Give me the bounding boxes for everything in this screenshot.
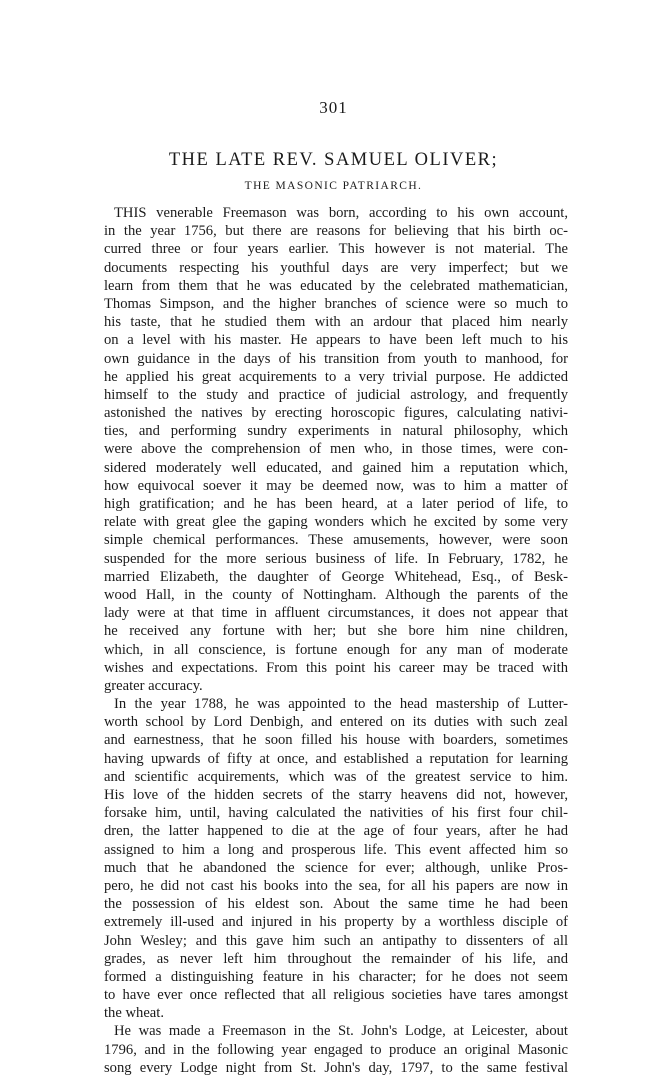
text-line: married Elizabeth, the daughter of George Whitehead, Esq., of Besk- — [104, 568, 568, 585]
text-line: which, in all conscience, is fortune enough for any man of moderate — [104, 641, 568, 658]
text-line: learn from them that he was educated by the celebrated mathematician, — [104, 277, 568, 294]
text-line: formed a distinguishing feature in his character; for he does not seem — [104, 968, 568, 985]
text-line: and earnestness, that he soon filled his house with boarders, sometimes — [104, 732, 568, 749]
text-line: forsake him, until, having calculated the nativities of his first four chil- — [104, 805, 568, 822]
text-line: He was made a Freemason in the St. John's Lodge, at Leicester, about — [114, 1023, 568, 1040]
text-line: his taste, that he studied them with an ardour that placed him nearly — [104, 314, 568, 331]
text-line: sidered moderately well educated, and gained him a reputation which, — [104, 459, 568, 476]
text-line: how equivocal soever it may be deemed now, was to him a matter of — [104, 477, 568, 494]
text-line: on a level with his master. He appears to have been left much to his — [104, 332, 568, 349]
text-line: himself to the study and practice of judicial astrology, and frequently — [104, 386, 568, 403]
text-line: John Wesley; and this gave him such an antipathy to dissenters of all — [104, 932, 568, 949]
text-line: the wheat. — [104, 1005, 164, 1022]
text-line: ties, and performing sundry experiments in natural philosophy, which — [104, 423, 568, 440]
text-line: 1796, and in the following year engaged to produce an original Masonic — [104, 1041, 568, 1058]
text-line: own guidance in the days of his transition from youth to manhood, for — [104, 350, 568, 367]
text-line: relate with great glee the gaping wonders which he excited by some very — [104, 514, 568, 531]
text-line: simple chemical performances. These amusements, however, were soon — [104, 532, 568, 549]
text-line: having upwards of fifty at once, and established a reputation for learning — [104, 750, 568, 767]
text-line: suspended for the more serious business of life. In February, 1782, he — [104, 550, 568, 567]
text-line: THIS venerable Freemason was born, according to his own account, — [114, 205, 568, 221]
text-line: the possession of his eldest son. About the same time he had been — [104, 896, 568, 913]
text-line: His love of the hidden secrets of the starry heavens did not, however, — [104, 787, 568, 803]
text-line: astonished the natives by erecting horoscopic figures, calculating nativi- — [104, 405, 568, 422]
text-line: greater accuracy. — [104, 677, 203, 694]
text-line: lady were at that time in affluent circumstances, it does not appear that — [104, 605, 568, 622]
text-line: in the year 1756, but there are reasons for believing that his birth oc- — [104, 223, 568, 240]
text-line: grades, as never left him throughout the remainder of his life, and — [104, 950, 568, 967]
text-line: worth school by Lord Denbigh, and entered on its duties with such zeal — [104, 714, 568, 731]
text-line: were above the comprehension of men who, in those times, were con- — [104, 441, 568, 458]
text-line: he received any fortune with her; but she bore him nine children, — [104, 623, 568, 640]
article-body — [104, 204, 568, 1077]
page-number: 301 — [319, 98, 348, 117]
text-line: high gratification; and he has been heard, at a later period of life, to — [104, 496, 568, 512]
text-line: wishes and expectations. From this point his career may be traced with — [104, 659, 568, 676]
text-line: curred three or four years earlier. This however is not material. The — [104, 241, 568, 258]
text-line: he applied his great acquirements to a very trivial purpose. He addicted — [104, 368, 568, 385]
text-line: song every Lodge night from St. John's day, 1797, to the same festival — [104, 1059, 568, 1076]
text-line: and scientific acquirements, which was of the greatest service to him. — [104, 768, 568, 785]
text-line: wood Hall, in the county of Nottingham. Although the parents of the — [104, 586, 568, 603]
text-line: In the year 1788, he was appointed to the head mastership of Lutter- — [114, 696, 568, 713]
text-line: pero, he did not cast his books into the sea, for all his papers are now in — [104, 877, 568, 894]
text-line: documents respecting his youthful days are very imperfect; but we — [104, 259, 568, 276]
article-subtitle: THE MASONIC PATRIARCH. — [244, 180, 423, 192]
text-line: extremely ill-used and injured in his property by a worthless disciple of — [104, 914, 568, 931]
article-title: THE LATE REV. SAMUEL OLIVER; — [168, 150, 499, 170]
text-line: Thomas Simpson, and the higher branches of science were so much to — [104, 295, 568, 312]
text-line: much that he abandoned the science for ever; although, unlike Pros- — [104, 859, 568, 876]
text-line: assigned to him a long and prosperous life. This event affected him so — [104, 841, 568, 858]
text-line: to have ever once reflected that all religious societies have tares amongst — [104, 987, 568, 1004]
text-line: dren, the latter happened to die at the age of four years, after he had — [104, 823, 568, 840]
